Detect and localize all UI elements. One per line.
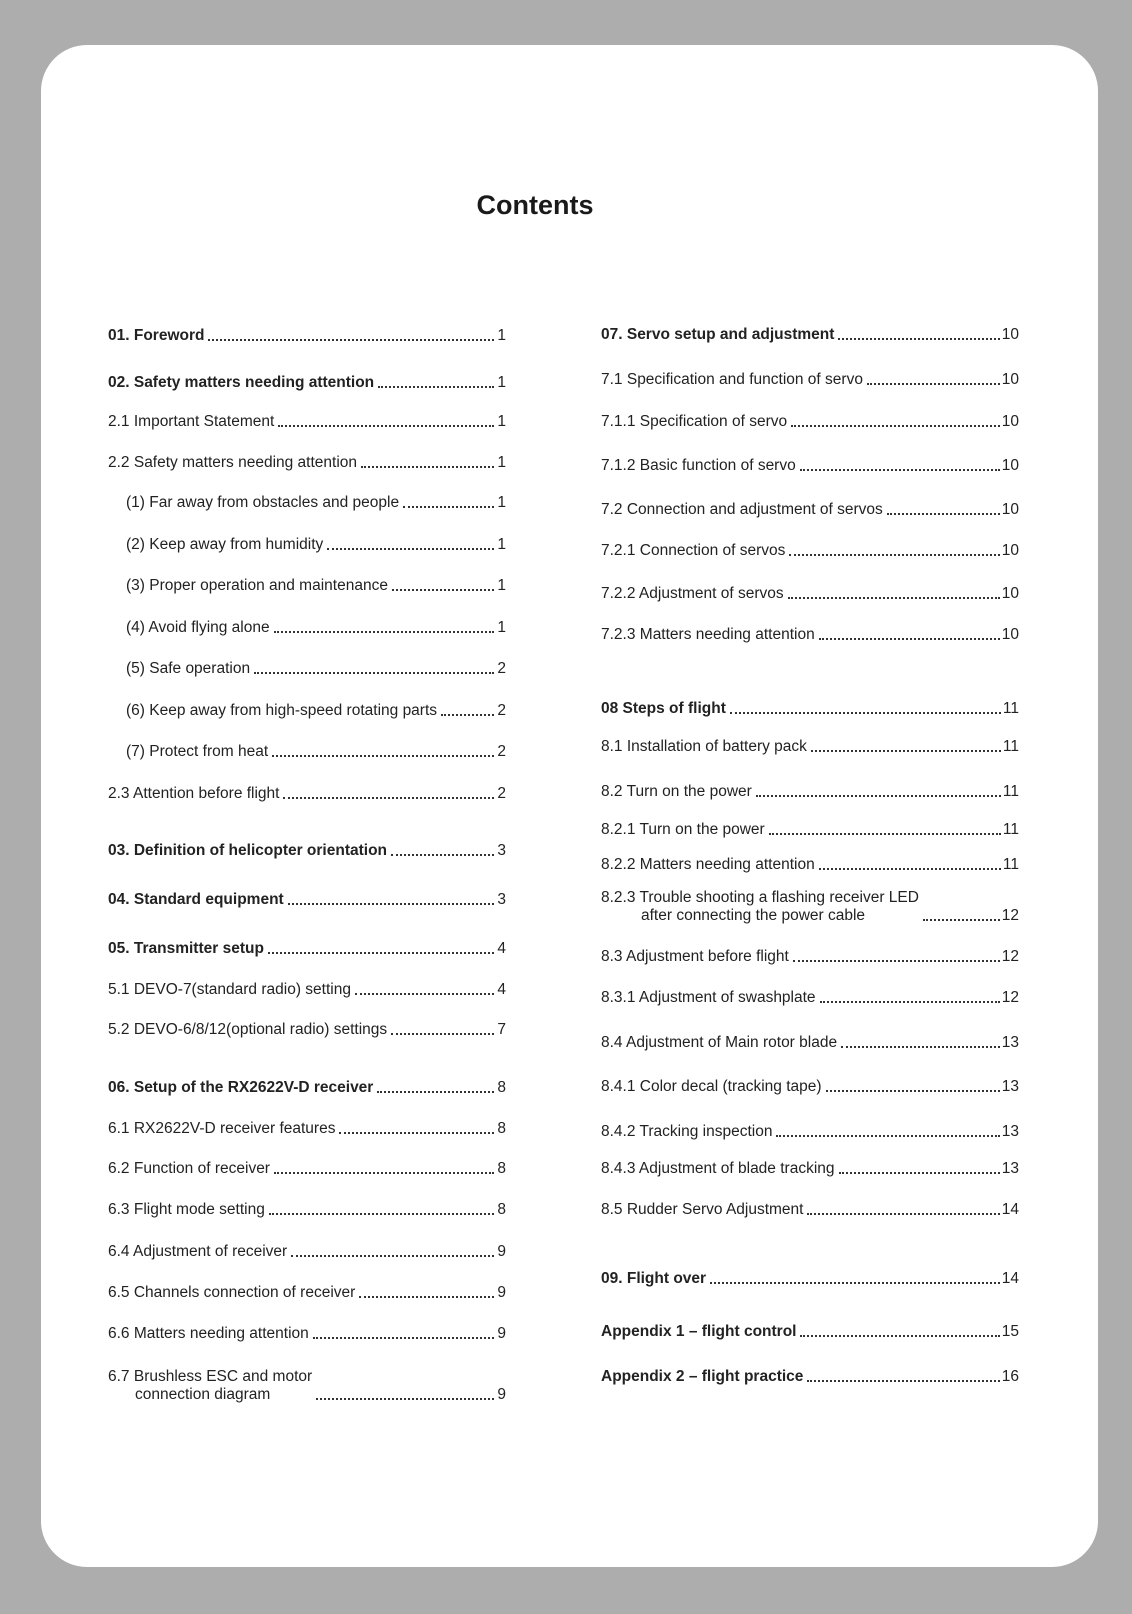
dot-leader (254, 672, 494, 674)
dot-leader (391, 854, 494, 856)
dot-leader (811, 750, 1001, 752)
dot-leader (288, 903, 494, 905)
dot-leader (392, 589, 494, 591)
dot-leader (791, 425, 1000, 427)
toc-entry-label: 7.1.2 Basic function of servo (601, 457, 796, 474)
toc-entry-page-number: 9 (497, 1325, 506, 1342)
toc-entry[interactable] (601, 889, 1019, 925)
toc-entry-page-number: 11 (1002, 856, 1019, 873)
toc-entry-page-number: 1 (497, 494, 506, 511)
dot-leader (776, 1135, 999, 1137)
toc-entry-page-number: 10 (1001, 371, 1019, 388)
toc-entry-label: 6.2 Function of receiver (108, 1160, 270, 1177)
toc-entry[interactable] (108, 1325, 506, 1343)
toc-entry-page-number: 1 (497, 327, 506, 344)
toc-entry[interactable] (108, 842, 506, 860)
dot-leader (807, 1380, 999, 1382)
dot-leader (800, 469, 1000, 471)
toc-entry[interactable] (108, 374, 506, 392)
toc-entry-label: 7.1 Specification and function of servo (601, 371, 863, 388)
dot-leader (800, 1335, 999, 1337)
toc-entry-page-number: 1 (497, 577, 506, 594)
dot-leader (291, 1255, 494, 1257)
toc-entry-label: 04. Standard equipment (108, 891, 284, 908)
toc-entry[interactable] (601, 1034, 1019, 1052)
toc-entry[interactable] (108, 743, 506, 761)
toc-entry-page-number: 14 (1001, 1270, 1019, 1287)
toc-entry-page-number: 10 (1001, 457, 1019, 474)
toc-entry-page-number: 11 (1002, 821, 1019, 838)
toc-entry-label: 03. Definition of helicopter orientation (108, 842, 388, 859)
toc-entry-page-number: 1 (497, 413, 506, 430)
toc-entry-page-number: 1 (497, 619, 506, 636)
toc-entry[interactable] (601, 542, 1019, 560)
toc-entry[interactable] (108, 1243, 506, 1261)
toc-entry[interactable] (108, 619, 506, 637)
toc-entry[interactable] (108, 413, 506, 431)
toc-entry-label: 6.4 Adjustment of receiver (108, 1243, 288, 1260)
dot-leader (838, 338, 999, 340)
toc-entry-label: (5) Safe operation (126, 660, 251, 677)
toc-entry[interactable] (601, 457, 1019, 475)
toc-entry[interactable] (601, 1078, 1019, 1096)
dot-leader (788, 597, 1000, 599)
dot-leader (441, 714, 494, 716)
toc-entry-page-number: 10 (1001, 585, 1019, 602)
dot-leader (377, 1091, 494, 1093)
toc-entry-label: 07. Servo setup and adjustment (601, 326, 835, 343)
toc-entry-page-number: 8 (497, 1079, 506, 1096)
dot-leader (923, 919, 1000, 921)
toc-entry-label: 2.2 Safety matters needing attention (108, 454, 358, 471)
dot-leader (355, 993, 494, 995)
dot-leader (269, 1213, 494, 1215)
toc-entry-label: 8.2.2 Matters needing attention (601, 856, 815, 873)
toc-entry[interactable] (601, 1368, 1019, 1386)
dot-leader (826, 1090, 1000, 1092)
toc-entry[interactable] (108, 1284, 506, 1302)
toc-entry-page-number: 16 (1001, 1368, 1019, 1385)
toc-entry-label: (3) Proper operation and maintenance (126, 577, 388, 594)
toc-entry-label: 06. Setup of the RX2622V-D receiver (108, 1079, 374, 1096)
toc-entry-label: 8.4 Adjustment of Main rotor blade (601, 1034, 838, 1051)
dot-leader (274, 631, 494, 633)
toc-entry-page-number: 12 (1001, 907, 1019, 924)
toc-entry-page-number: 11 (1002, 783, 1019, 800)
dot-leader (819, 638, 1000, 640)
toc-entry[interactable] (108, 981, 506, 999)
toc-entry-label: Appendix 1 – flight control (601, 1323, 797, 1340)
toc-entry[interactable] (601, 738, 1019, 756)
toc-entry-page-number: 11 (1002, 738, 1019, 755)
toc-entry-label: 2.1 Important Statement (108, 413, 275, 430)
toc-entry[interactable] (108, 891, 506, 909)
toc-entry-page-number: 7 (497, 1021, 506, 1038)
toc-entry[interactable] (108, 454, 506, 472)
toc-entry[interactable] (601, 1323, 1019, 1341)
dot-leader (820, 1001, 1000, 1003)
toc-entry[interactable] (108, 940, 506, 958)
toc-entry-page-number: 3 (497, 842, 506, 859)
toc-entry-label: 8.3 Adjustment before flight (601, 948, 789, 965)
dot-leader (789, 554, 999, 556)
toc-entry-page-number: 13 (1001, 1034, 1019, 1051)
toc-entry[interactable] (108, 1021, 506, 1039)
toc-entry-label: 7.2 Connection and adjustment of servos (601, 501, 883, 518)
toc-entry-page-number: 10 (1001, 413, 1019, 430)
toc-entry[interactable] (601, 700, 1019, 718)
toc-entry-label: 8.1 Installation of battery pack (601, 738, 807, 755)
toc-entry-page-number: 9 (497, 1284, 506, 1301)
toc-entry-label: 6.5 Channels connection of receiver (108, 1284, 356, 1301)
toc-entry[interactable] (601, 821, 1019, 839)
toc-entry[interactable] (601, 856, 1019, 874)
toc-entry[interactable] (108, 1201, 506, 1219)
toc-entry[interactable] (108, 1368, 506, 1404)
toc-entry[interactable] (108, 536, 506, 554)
toc-entry-label: (6) Keep away from high-speed rotating parts (126, 702, 438, 719)
toc-entry-page-number: 4 (497, 940, 506, 957)
toc-entry-page-number: 3 (497, 891, 506, 908)
toc-entry-label: 6.7 Brushless ESC and motor connection diagram (108, 1368, 313, 1403)
toc-entry[interactable] (601, 1201, 1019, 1219)
toc-entry-label: (2) Keep away from humidity (126, 536, 324, 553)
dot-leader (378, 386, 494, 388)
toc-entry-label: 8.5 Rudder Servo Adjustment (601, 1201, 804, 1218)
dot-leader (867, 383, 1000, 385)
toc-entry-label: 5.2 DEVO-6/8/12(optional radio) settings (108, 1021, 388, 1038)
toc-entry-page-number: 2 (497, 702, 506, 719)
dot-leader (793, 960, 1000, 962)
toc-entry-label: 8.4.3 Adjustment of blade tracking (601, 1160, 835, 1177)
toc-entry-page-number: 14 (1001, 1201, 1019, 1218)
toc-entry[interactable] (601, 948, 1019, 966)
toc-entry-label: 6.6 Matters needing attention (108, 1325, 309, 1342)
toc-entry[interactable] (108, 327, 506, 345)
toc-entry-label: 6.1 RX2622V-D receiver features (108, 1120, 336, 1137)
dot-leader (359, 1296, 494, 1298)
toc-entry-page-number: 1 (497, 374, 506, 391)
toc-entry-page-number: 13 (1001, 1123, 1019, 1140)
toc-entry-label: 8.2 Turn on the power (601, 783, 752, 800)
toc-entry[interactable] (601, 1123, 1019, 1141)
toc-entry-label: 7.2.2 Adjustment of servos (601, 585, 784, 602)
toc-entry-label: 8.3.1 Adjustment of swashplate (601, 989, 816, 1006)
toc-entry-label: 6.3 Flight mode setting (108, 1201, 265, 1218)
toc-entry-page-number: 13 (1001, 1160, 1019, 1177)
toc-entry-page-number: 8 (497, 1120, 506, 1137)
toc-entry[interactable] (601, 413, 1019, 431)
toc-entry[interactable] (108, 660, 506, 678)
toc-entry-page-number: 8 (497, 1160, 506, 1177)
toc-entry-label: 2.3 Attention before flight (108, 785, 280, 802)
toc-entry-label: (7) Protect from heat (126, 743, 269, 760)
toc-entry-label: 8.2.1 Turn on the power (601, 821, 765, 838)
toc-entry-page-number: 12 (1001, 989, 1019, 1006)
toc-entry-page-number: 1 (497, 536, 506, 553)
toc-entry[interactable] (108, 1120, 506, 1138)
toc-entry[interactable] (108, 494, 506, 512)
dot-leader (361, 466, 494, 468)
dot-leader (756, 795, 1001, 797)
page-title: Contents (476, 190, 594, 220)
toc-entry-label: 09. Flight over (601, 1270, 707, 1287)
toc-entry-label: 05. Transmitter setup (108, 940, 264, 957)
dot-leader (283, 797, 494, 799)
toc-entry-label: 8.2.3 Trouble shooting a flashing receiver LED after connecting the power cable (601, 889, 919, 924)
toc-entry-page-number: 2 (497, 660, 506, 677)
toc-entry-page-number: 9 (497, 1243, 506, 1260)
toc-entry-label: 8.4.2 Tracking inspection (601, 1123, 773, 1140)
dot-leader (268, 952, 494, 954)
toc-entry[interactable] (601, 501, 1019, 519)
toc-entry-label: 01. Foreword (108, 327, 205, 344)
dot-leader (807, 1213, 999, 1215)
toc-entry-label: 8.4.1 Color decal (tracking tape) (601, 1078, 822, 1095)
toc-entry-page-number: 10 (1001, 326, 1019, 343)
dot-leader (327, 548, 494, 550)
toc-entry-page-number: 13 (1001, 1078, 1019, 1095)
dot-leader (819, 868, 1001, 870)
dot-leader (274, 1172, 494, 1174)
toc-entry-label: (4) Avoid flying alone (126, 619, 270, 636)
toc-entry-label: 7.1.1 Specification of servo (601, 413, 788, 430)
toc-entry-page-number: 10 (1001, 626, 1019, 643)
toc-entry-label: (1) Far away from obstacles and people (126, 494, 400, 511)
toc-entry[interactable] (108, 577, 506, 595)
dot-leader (272, 755, 494, 757)
toc-entry[interactable] (108, 1079, 506, 1097)
toc-entry-page-number: 15 (1001, 1323, 1019, 1340)
dot-leader (841, 1046, 1000, 1048)
toc-entry-page-number: 2 (497, 743, 506, 760)
dot-leader (710, 1282, 1000, 1284)
toc-entry[interactable] (601, 783, 1019, 801)
toc-entry[interactable] (601, 626, 1019, 644)
toc-entry-label: 02. Safety matters needing attention (108, 374, 375, 391)
toc-entry[interactable] (601, 371, 1019, 389)
dot-leader (839, 1172, 1000, 1174)
toc-entry-label: 7.2.1 Connection of servos (601, 542, 786, 559)
dot-leader (391, 1033, 494, 1035)
toc-entry[interactable] (601, 585, 1019, 603)
toc-entry-page-number: 8 (497, 1201, 506, 1218)
toc-entry[interactable] (108, 702, 506, 720)
toc-entry-page-number: 9 (497, 1386, 506, 1403)
toc-entry[interactable] (601, 1160, 1019, 1178)
toc-entry[interactable] (108, 785, 506, 803)
toc-entry[interactable] (601, 326, 1019, 344)
dot-leader (769, 833, 1001, 835)
dot-leader (887, 513, 1000, 515)
toc-entry-label: 7.2.3 Matters needing attention (601, 626, 815, 643)
toc-entry-page-number: 10 (1001, 501, 1019, 518)
toc-entry-page-number: 11 (1002, 700, 1019, 717)
dot-leader (730, 712, 1001, 714)
toc-entry-label: 08 Steps of flight (601, 700, 726, 717)
toc-entry-page-number: 12 (1001, 948, 1019, 965)
toc-entry-page-number: 2 (497, 785, 506, 802)
toc-entry-page-number: 4 (497, 981, 506, 998)
toc-entry[interactable] (108, 1160, 506, 1178)
dot-leader (278, 425, 494, 427)
dot-leader (316, 1398, 494, 1400)
toc-entry[interactable] (601, 989, 1019, 1007)
dot-leader (313, 1337, 494, 1339)
dot-leader (208, 339, 494, 341)
dot-leader (339, 1132, 494, 1134)
dot-leader (403, 506, 494, 508)
toc-entry-page-number: 1 (497, 454, 506, 471)
toc-entry-page-number: 10 (1001, 542, 1019, 559)
toc-entry-label: Appendix 2 – flight practice (601, 1368, 804, 1385)
toc-entry-label: 5.1 DEVO-7(standard radio) setting (108, 981, 351, 998)
toc-entry[interactable] (601, 1270, 1019, 1288)
